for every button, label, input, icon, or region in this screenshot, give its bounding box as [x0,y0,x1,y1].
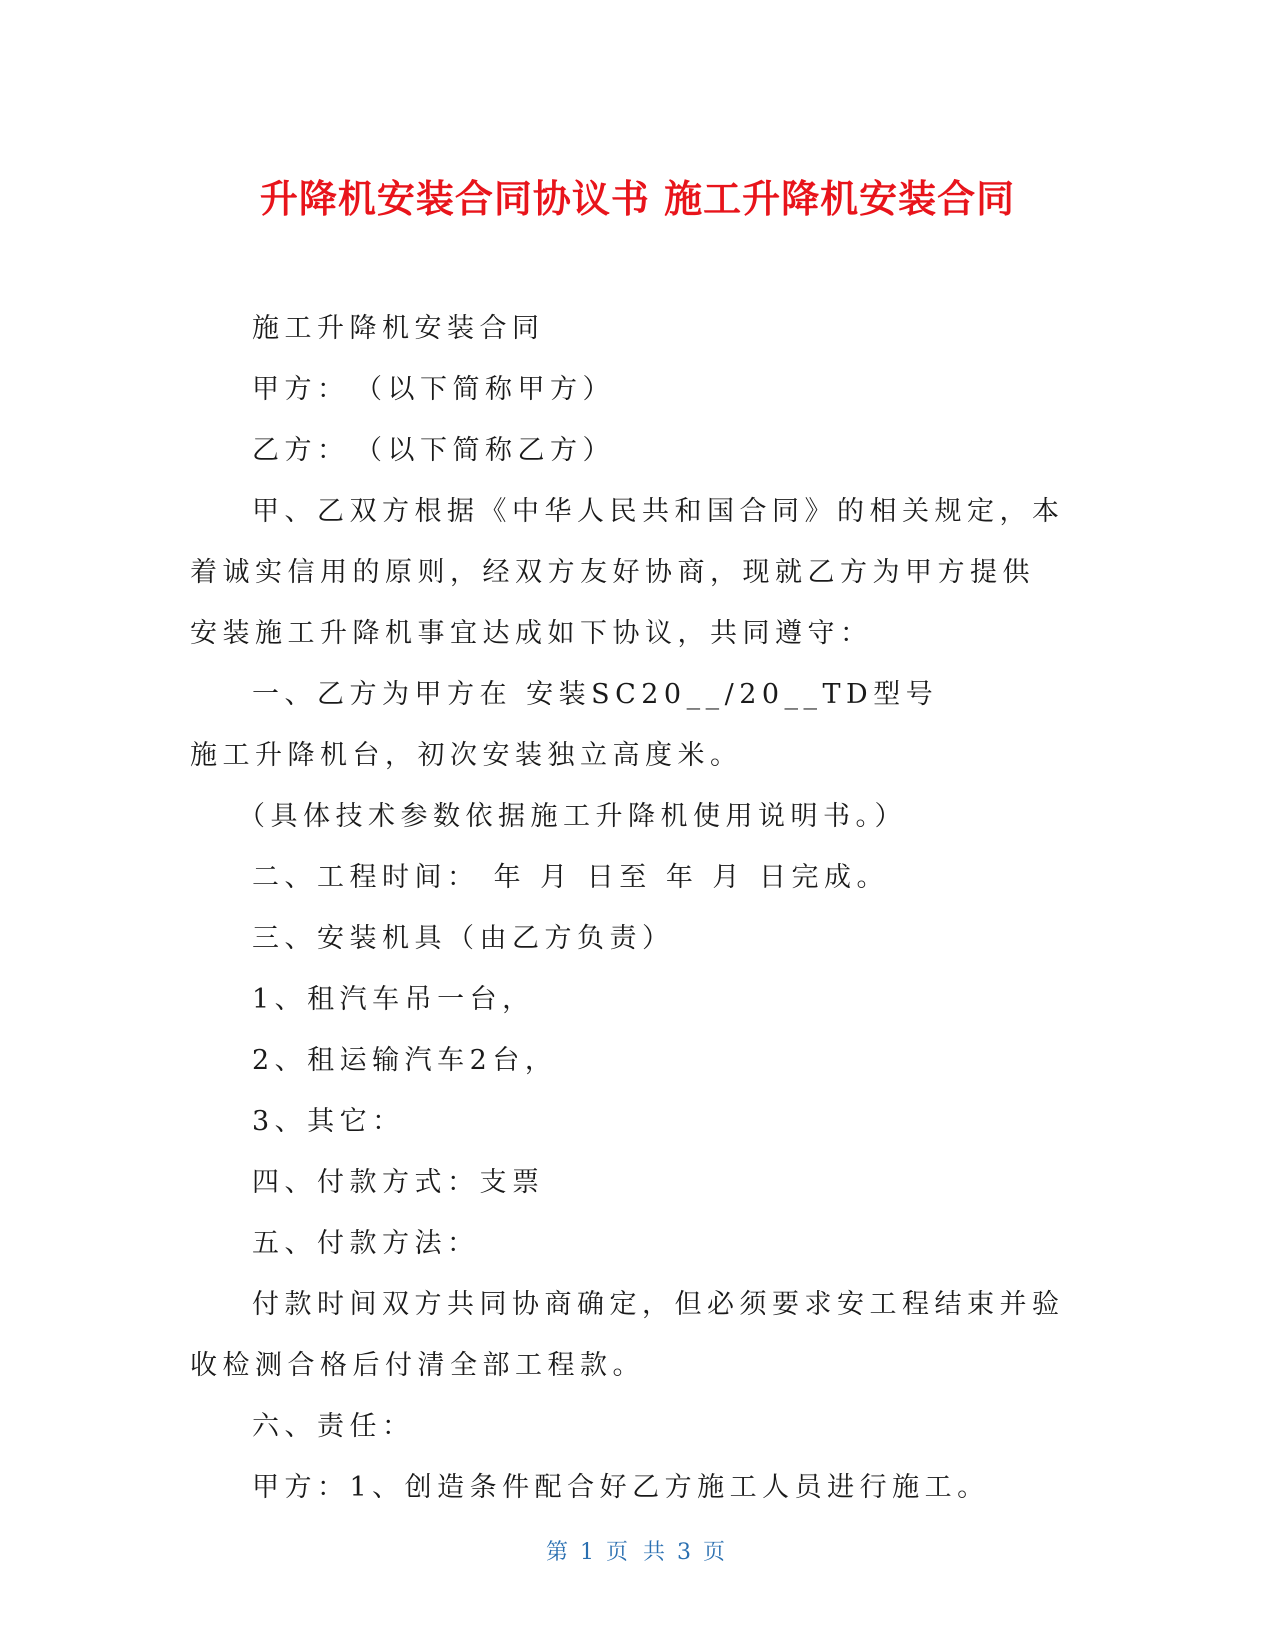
paragraph-clause-3-item-1: 1、租汽车吊一台， [252,984,535,1015]
footer-suffix: 页 [703,1540,730,1565]
paragraph-clause-4: 四、付款方式：支票 [252,1167,545,1198]
paragraph-clause-3-item-3: 3、其它： [252,1106,405,1137]
paragraph-contract-name: 施工升降机安装合同 [252,313,545,344]
paragraph-party-a: 甲方： （以下简称甲方） [252,374,615,405]
paragraph-clause-6: 六、责任： [252,1411,415,1442]
document-title: 升降机安装合同协议书 施工升降机安装合同 [259,177,1016,221]
footer-prefix: 第 [545,1540,572,1565]
paragraph-clause-3: 三、安装机具（由乙方负责） [252,923,675,954]
paragraph-clause-3-item-2: 2、租运输汽车2台， [252,1045,558,1076]
document-body [190,298,1065,1518]
footer-middle: 页 共 [606,1540,669,1565]
footer-total-pages: 3 [677,1540,695,1565]
paragraph-clause-2: 二、工程时间： 年 月 日至 年 月 日完成。 [252,862,889,893]
paragraph-clause-6-party-a: 甲方：1、创造条件配合好乙方施工人员进行施工。 [252,1472,990,1503]
paragraph-clause-5: 五、付款方法： [252,1228,480,1259]
paragraph-party-b: 乙方： （以下简称乙方） [252,435,615,466]
paragraph-clause-1-note: （具体技术参数依据施工升降机使用说明书。） [238,801,907,832]
paragraph-clause-1: 一、乙方为甲方在 安装SC20__/20__TD型号施工升降机台，初次安装独立高度米。 [190,679,939,771]
paragraph-preamble: 甲、乙双方根据《中华人民共和国合同》的相关规定，本着诚实信用的原则，经双方友好协商，现就乙方为甲方提供安装施工升降机事宜达成如下协议，共同遵守： [190,496,1065,649]
paragraph-clause-5-text: 付款时间双方共同协商确定，但必须要求安工程结束并验收检测合格后付清全部工程款。 [190,1289,1065,1381]
footer-current-page: 1 [580,1540,598,1565]
page-footer [0,1535,1275,1566]
